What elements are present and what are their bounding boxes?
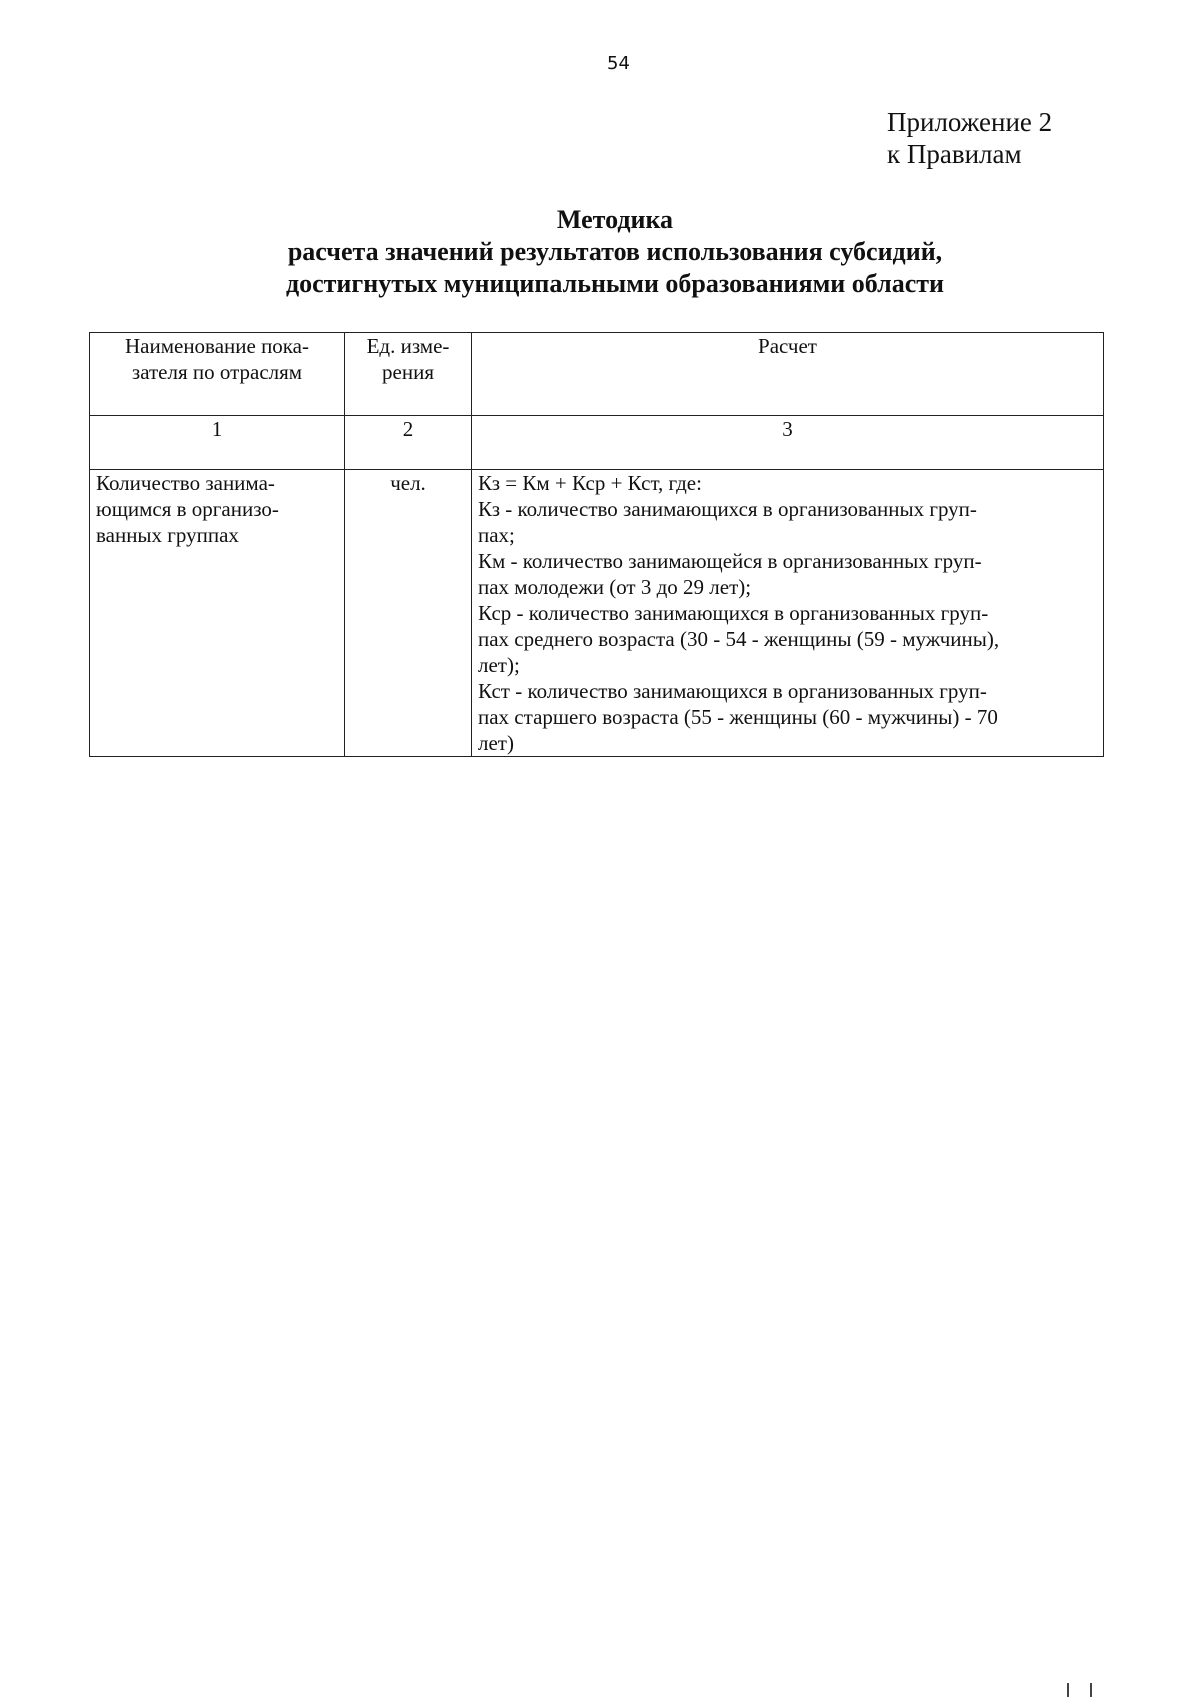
column-number-3: 3 <box>472 416 1104 470</box>
title-line-3: достигнутых муниципальными образованиями области <box>285 269 945 298</box>
methodology-table <box>89 332 1104 757</box>
calc-definition-km: Км - количество занимающейся в организованных груп- пах молодежи (от 3 до 29 лет); <box>478 549 982 599</box>
calculation-cell <box>472 470 1104 757</box>
calc-definition-kst: Кст - количество занимающихся в организованных груп- пах старшего возраста (55 - женщины (60 - мужчины) - 70 лет) <box>478 679 998 755</box>
calc-definition-ksr: Кср - количество занимающихся в организованных груп- пах среднего возраста (30 - 54 - женщины (59 - мужчины), лет); <box>478 601 1000 677</box>
column-number-row <box>90 416 1104 470</box>
table-header-row <box>90 333 1104 416</box>
column-number-1: 1 <box>90 416 345 470</box>
header-unit: Ед. изме- рения <box>345 333 472 416</box>
appendix-line-1: Приложение 2 <box>887 107 1053 137</box>
header-indicator-name: Наименование пока- зателя по отраслям <box>90 333 345 416</box>
calc-definition-kz: Кз - количество занимающихся в организованных груп- пах; <box>478 497 977 547</box>
appendix-line-2: к Правилам <box>887 139 1022 169</box>
title-line-1: Методика <box>556 205 674 234</box>
page-number: 54 <box>607 53 630 74</box>
calc-formula: Кз = Км + Кср + Кст, где: <box>478 471 702 495</box>
indicator-name-cell: Количество занима- ющимся в организо- ванных группах <box>90 470 345 757</box>
scan-artifact <box>1067 1683 1069 1697</box>
header-calculation: Расчет <box>472 333 1104 416</box>
unit-cell: чел. <box>345 470 472 757</box>
title-line-2: расчета значений результатов использования субсидий, <box>287 237 943 266</box>
table-row <box>90 470 1104 757</box>
document-title <box>90 204 1140 300</box>
column-number-2: 2 <box>345 416 472 470</box>
appendix-reference <box>887 106 1052 170</box>
scan-artifact <box>1090 1683 1092 1697</box>
